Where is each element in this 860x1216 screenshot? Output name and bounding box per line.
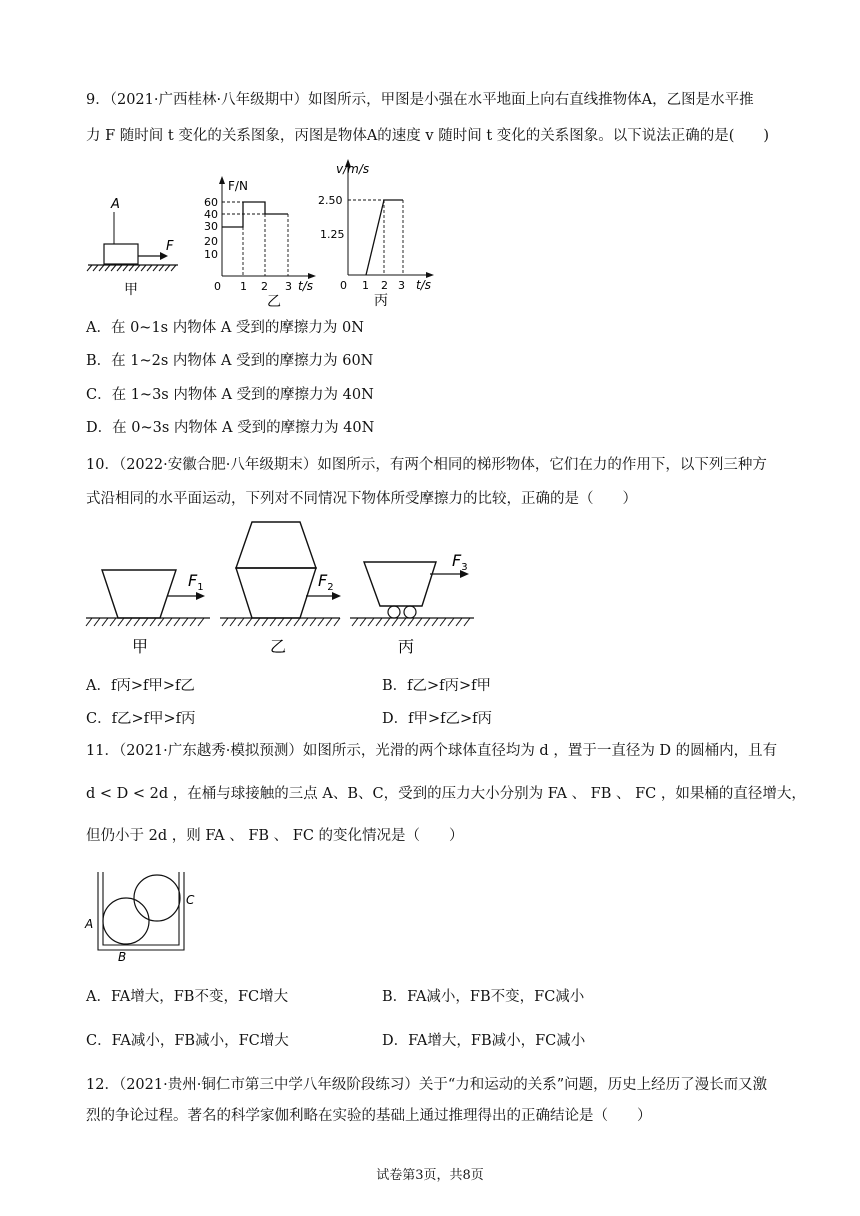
caption-bing: 丙 [374,293,388,309]
bing-xtick-3: 3 [398,279,405,292]
q11-stem-line1: 11．（2021·广东越秀·模拟预测）如图所示，光滑的两个球体直径均为 d ，置于一直径为 D 的圆桶内，且有 [86,743,778,759]
bing-xtick-0: 0 [340,279,347,292]
q9-option-b[interactable]: B．在 1~2s 内物体 A 受到的摩擦力为 60N [86,353,374,369]
roller-left [388,606,400,618]
yi-ytick-20: 20 [204,235,218,248]
label-A: A [111,197,120,212]
q9-option-c[interactable]: C．在 1~3s 内物体 A 受到的摩擦力为 40N [86,387,374,403]
q11-option-a[interactable]: A．FA增大，FB不变，FC增大 [86,989,289,1005]
bing-velocity-curve [366,200,403,275]
roller-right [404,606,416,618]
caption-jia-10: 甲 [132,637,149,656]
trapezoid-jia [102,570,176,618]
yi-ytick-30: 30 [204,220,218,233]
yi-ylabel: F/N [228,179,248,193]
q10-stem-line1: 10．（2022·安徽合肥·八年级期末）如图所示，有两个相同的梯形物体，它们在力的作用下，以下列三种方 [86,457,767,473]
yi-xlabel: t/s [298,279,313,293]
label-F: F [166,239,174,254]
trapezoid-yi-top [236,522,316,568]
q9-figure-yi [200,172,325,308]
yi-ytick-10: 10 [204,248,218,261]
q11-option-d[interactable]: D．FA增大，FB减小，FC减小 [382,1033,586,1049]
q11-option-c[interactable]: C．FA减小，FB减小，FC增大 [86,1033,289,1049]
q11-figure [80,868,195,964]
q11-stem-line3: 但仍小于 2d ，则 FA 、 FB 、 FC 的变化情况是（ ） [86,828,464,844]
label-F2: $F_2$ [318,571,334,593]
upper-sphere [134,875,180,921]
label-F3: $F_3$ [452,551,468,573]
q9-option-a[interactable]: A．在 0~1s 内物体 A 受到的摩擦力为 0N [86,320,364,336]
q11-option-b[interactable]: B．FA减小，FB不变，FC减小 [382,989,585,1005]
yi-force-curve [222,202,288,227]
q11-stem-line2: d < D < 2d ，在桶与球接触的三点 A、B、C，受到的压力大小分别为 FA 、 FB 、 FC ，如果桶的直径增大， [86,786,806,802]
q9-figure-jia [84,190,194,308]
trapezoid-bing [364,562,436,606]
caption-yi-10: 乙 [270,637,287,656]
yi-ytick-60: 60 [204,196,218,209]
caption-jia: 甲 [124,282,138,298]
lower-sphere [103,898,149,944]
yi-ytick-40: 40 [204,208,218,221]
bing-xlabel: t/s [416,278,431,292]
bing-xtick-2: 2 [381,279,388,292]
bing-ytick-250: 2.50 [318,194,343,207]
point-C: C [186,893,195,907]
yi-xtick-1: 1 [240,280,247,293]
bing-ytick-125: 1.25 [320,228,345,241]
yi-xtick-2: 2 [261,280,268,293]
q12-stem-line1: 12．（2021·贵州·铜仁市第三中学八年级阶段练习）关于“力和运动的关系”问题，历史上经历了漫长而又激 [86,1077,768,1093]
block-A [104,244,138,264]
q10-stem-line2: 式沿相同的水平面运动，下列对不同情况下物体所受摩擦力的比较，正确的是（ ） [86,491,637,507]
bing-xtick-1: 1 [362,279,369,292]
yi-xtick-3: 3 [285,280,292,293]
page-footer: 试卷第3页，共8页 [376,1168,484,1183]
q12-stem-line2: 烈的争论过程。著名的科学家伽利略在实验的基础上通过推理得出的正确结论是（ ） [86,1108,652,1124]
point-B: B [118,950,127,964]
trapezoid-yi-bottom [236,568,316,618]
q10-option-c[interactable]: C．f乙>f甲>f丙 [86,711,196,727]
q10-figure [84,520,484,660]
q9-stem-line1: 9．（2021·广西桂林·八年级期中）如图所示，甲图是小强在水平地面上向右直线推物体A，乙图是水平推 [86,92,754,108]
caption-yi: 乙 [267,294,281,310]
q10-option-b[interactable]: B．f乙>f丙>f甲 [382,678,492,694]
q10-option-d[interactable]: D．f甲>f乙>f丙 [382,711,493,727]
caption-bing-10: 丙 [398,637,415,656]
q9-stem-line2: 力 F 随时间 t 变化的关系图象，丙图是物体A的速度 v 随时间 t 变化的关系图象。以下说法正确的是( ) [86,128,770,144]
point-A: A [85,917,94,931]
bing-ylabel: v/m/s [336,162,370,176]
label-F1: $F_1$ [188,571,204,593]
q10-option-a[interactable]: A．f丙>f甲>f乙 [86,678,195,694]
yi-xtick-0: 0 [214,280,221,293]
q9-option-d[interactable]: D．在 0~3s 内物体 A 受到的摩擦力为 40N [86,420,375,436]
q9-figure-bing [318,155,447,309]
